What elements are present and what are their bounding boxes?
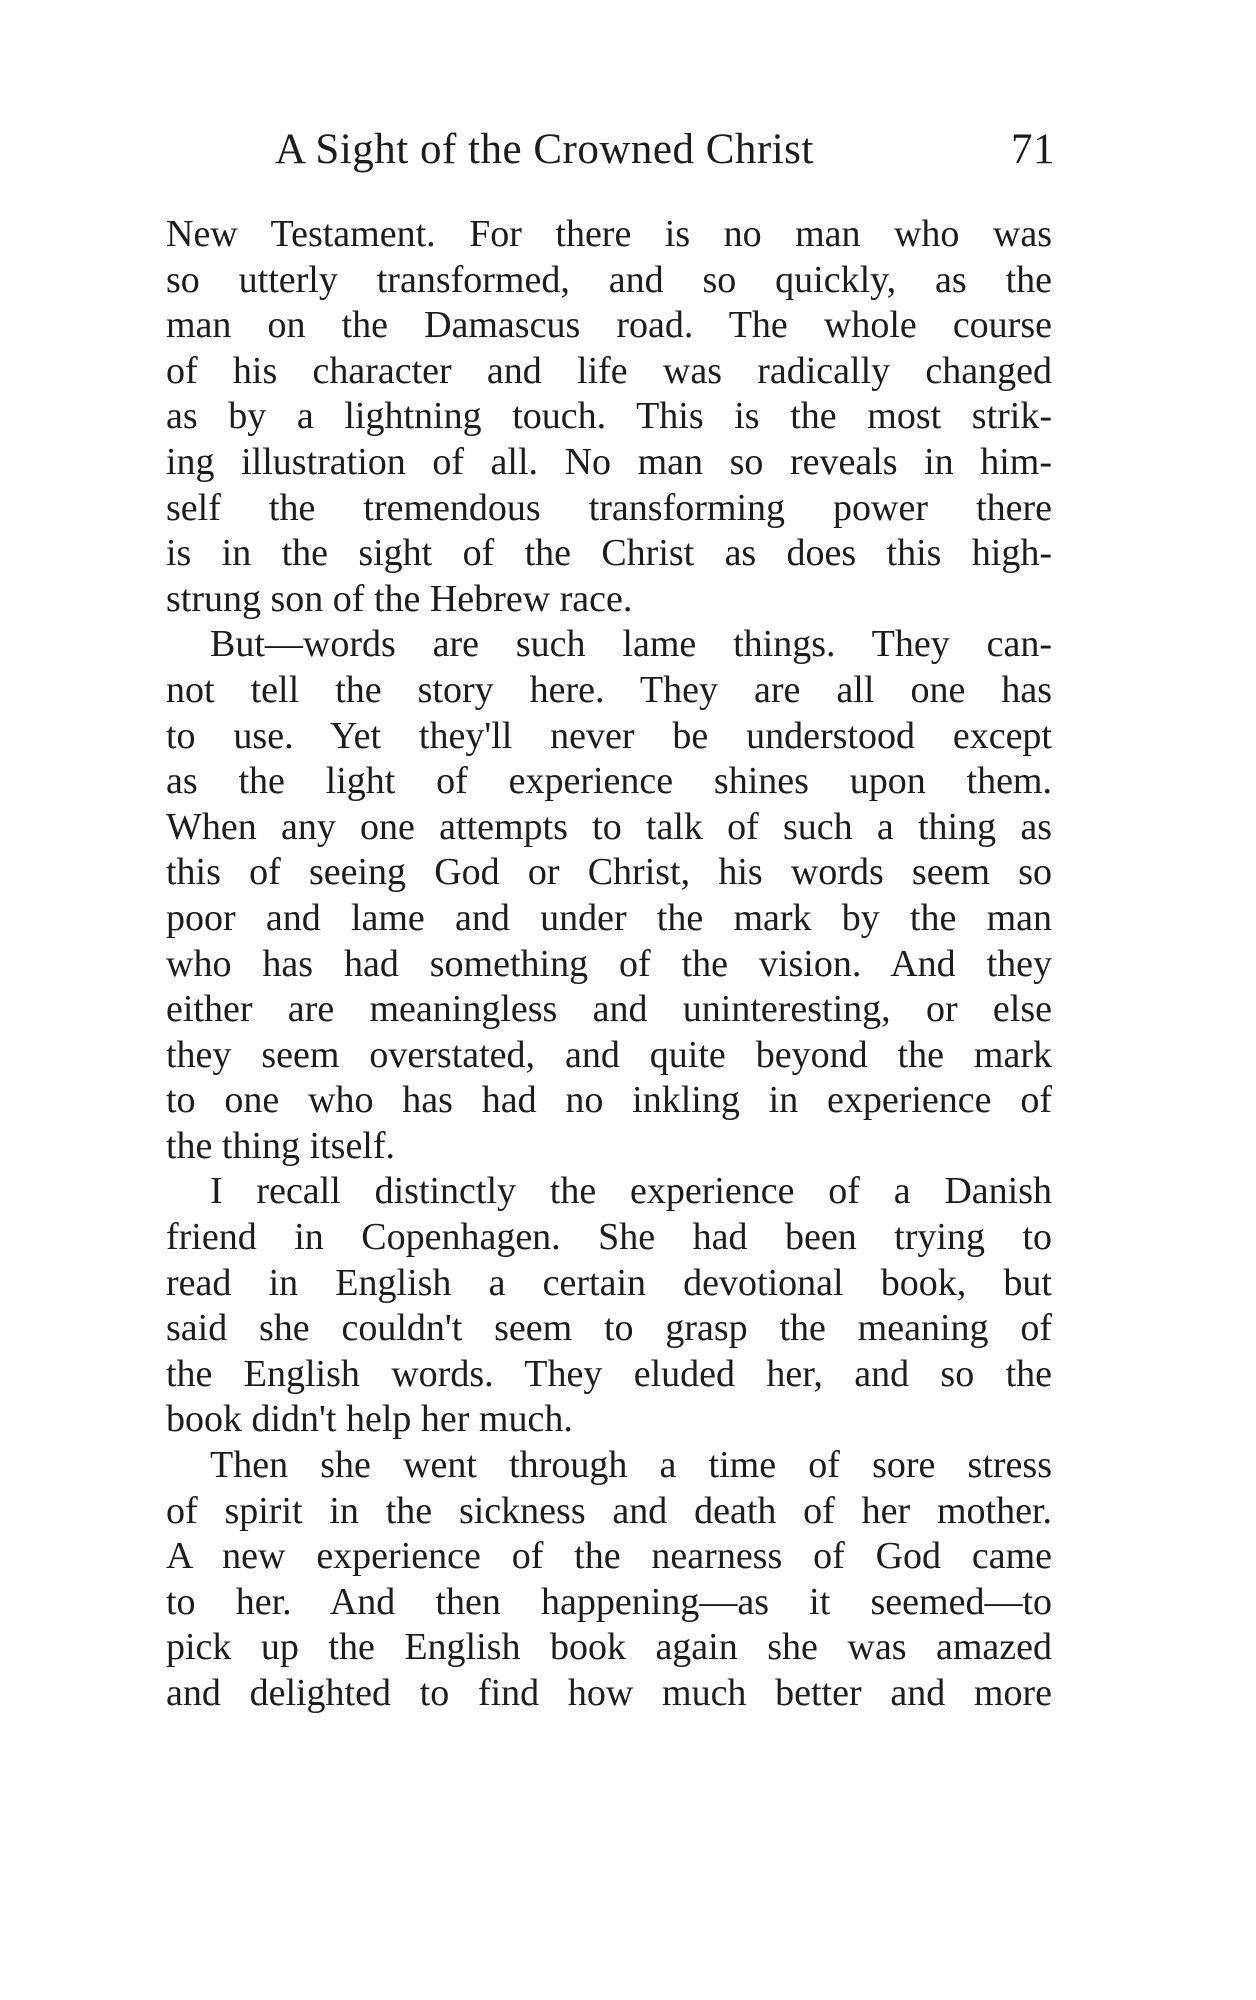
text-line: New Testament. For there is no man who was [166,213,1052,255]
text-line: either are meaningless and uninteresting, or else [166,988,1052,1031]
text-line: as by a lightning touch. This is the most strik- [166,395,1052,438]
text-line: is in the sight of the Christ as does this high- [166,532,1052,575]
page-number: 71 [1011,126,1055,173]
text-line: and delighted to find how much better and more [166,1672,1052,1714]
text-line: said she couldn't seem to grasp the meaning of [166,1307,1052,1350]
text-line: Then she went through a time of sore stress [210,1444,1052,1487]
text-line: strung son of the Hebrew race. [166,577,633,620]
text-line: self the tremendous transforming power there [166,486,1052,529]
text-line: to her. And then happening—as it seemed—to [166,1580,1052,1623]
text-line: they seem overstated, and quite beyond the mark [166,1033,1052,1076]
running-head-title: A Sight of the Crowned Christ [275,126,814,173]
text-line: of his character and life was radically changed [166,349,1052,392]
text-line: the thing itself. [166,1124,396,1167]
text-line: read in English a certain devotional book, but [166,1261,1052,1304]
body-text [166,212,1052,1717]
text-line: the English words. They eluded her, and so the [166,1352,1052,1395]
text-line: so utterly transformed, and so quickly, as the [166,258,1052,301]
text-line: to one who has had no inkling in experience of [166,1079,1052,1122]
text-line: But—words are such lame things. They can- [210,623,1052,666]
text-line: not tell the story here. They are all one has [166,668,1052,711]
text-line: this of seeing God or Christ, his words seem so [166,851,1052,894]
text-line: of spirit in the sickness and death of her mother. [166,1489,1052,1532]
text-line: to use. Yet they'll never be understood except [166,714,1052,757]
text-line: book didn't help her much. [166,1398,573,1441]
text-line: man on the Damascus road. The whole course [166,304,1052,347]
text-line: who has had something of the vision. And they [166,942,1052,985]
text-line: ing illustration of all. No man so reveals in him- [166,440,1052,483]
text-line: as the light of experience shines upon them. [166,760,1052,803]
text-line: I recall distinctly the experience of a Danish [210,1170,1052,1213]
text-line: pick up the English book again she was amazed [166,1626,1052,1669]
text-line: friend in Copenhagen. She had been trying to [166,1216,1052,1259]
running-head [275,120,1055,180]
text-line: poor and lame and under the mark by the man [166,896,1052,939]
text-line: A new experience of the nearness of God came [166,1535,1052,1578]
text-line: When any one attempts to talk of such a thing as [166,805,1052,848]
